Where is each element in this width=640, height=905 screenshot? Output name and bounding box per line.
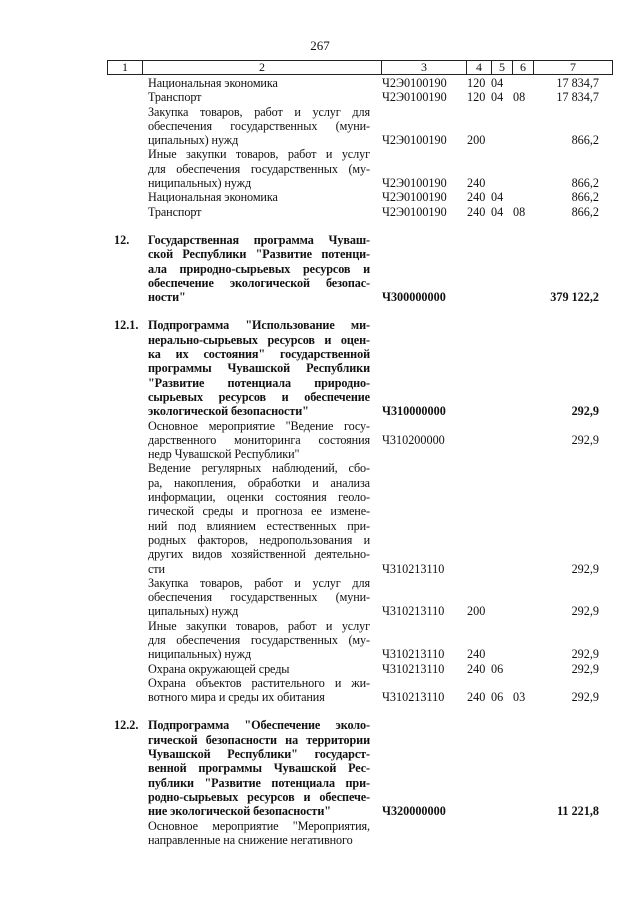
row-name-line: гической среды и прогноза ее измене- xyxy=(148,504,370,519)
amount: 17 834,7 xyxy=(556,90,599,105)
table-row xyxy=(0,576,640,619)
row-name-line: Подпрограмма "Обеспечение эколо- xyxy=(148,718,370,733)
row-name-line: Охрана объектов растительного и жи- xyxy=(148,675,370,690)
table-row xyxy=(0,76,640,90)
row-name-line: ниципальных) нужд xyxy=(148,176,252,191)
target-article-code: Ч300000000 xyxy=(382,290,446,305)
column-header-row xyxy=(108,61,613,75)
table-row xyxy=(0,147,640,190)
row-name xyxy=(148,718,370,818)
amount: 17 834,7 xyxy=(556,76,599,90)
target-article-code: Ч2Э0100190 xyxy=(382,133,447,148)
row-name-line: вотного мира и среды их обитания xyxy=(148,690,325,705)
table-row xyxy=(0,676,640,705)
row-name-line: обеспечение экологической безопас- xyxy=(148,275,370,290)
expense-type-code: 120 xyxy=(467,90,486,105)
target-article-code: Ч2Э0100190 xyxy=(382,90,447,105)
target-article-code: Ч320000000 xyxy=(382,804,446,819)
expense-type-code: 240 xyxy=(467,647,486,662)
table-row xyxy=(0,318,640,418)
column-header-4: 4 xyxy=(467,61,492,75)
column-header-table xyxy=(107,60,613,75)
subsection-code: 08 xyxy=(513,90,526,105)
row-spacer xyxy=(0,704,640,718)
amount: 292,9 xyxy=(571,690,599,705)
column-header-3: 3 xyxy=(382,61,467,75)
row-number: 12.1. xyxy=(114,318,139,333)
table-row xyxy=(0,90,640,104)
row-name-line: "Развитие потенциала природно- xyxy=(148,375,370,390)
row-name-line: сырьевых ресурсов и обеспечение xyxy=(148,389,370,404)
target-article-code: Ч310213110 xyxy=(382,604,445,619)
row-name xyxy=(148,662,370,676)
row-name-line: Основное мероприятие "Мероприятия, xyxy=(148,818,370,833)
row-name-line: для обеспечения государственных (му- xyxy=(148,161,370,176)
row-name-line: экологической безопасности" xyxy=(148,404,309,419)
amount: 379 122,2 xyxy=(550,290,599,305)
budget-table-body xyxy=(0,76,640,847)
amount: 292,9 xyxy=(571,604,599,619)
row-name xyxy=(148,90,370,104)
row-name xyxy=(148,419,370,462)
target-article-code: Ч2Э0100190 xyxy=(382,176,447,191)
row-name xyxy=(148,147,370,190)
table-row xyxy=(0,205,640,219)
row-name-line: ра, накопления, обработки и анализа xyxy=(148,475,370,490)
target-article-code: Ч2Э0100190 xyxy=(382,204,447,219)
section-code: 04 xyxy=(491,90,504,105)
table-row xyxy=(0,662,640,676)
row-name-line: Иные закупки товаров, работ и услуг xyxy=(148,618,370,633)
row-name-line: обеспечения государственных (муни- xyxy=(148,590,370,605)
target-article-code: Ч310200000 xyxy=(382,432,445,447)
row-name-line: информации, оценки состояния геоло- xyxy=(148,490,370,505)
row-name-line: других видов хозяйственной деятельно- xyxy=(148,547,370,562)
row-name xyxy=(148,105,370,148)
row-name-line: программы Чувашской Республики xyxy=(148,361,370,376)
row-name-line: нерально-сырьевых ресурсов и оцен- xyxy=(148,332,370,347)
row-name-line: ка их состояния" государственной xyxy=(148,347,370,362)
amount: 292,9 xyxy=(571,647,599,662)
column-header-6: 6 xyxy=(513,61,534,75)
table-row xyxy=(0,718,640,818)
table-row xyxy=(0,619,640,662)
row-name-line: Национальная экономика xyxy=(148,190,278,205)
row-name-line: дарственного мониторинга состояния xyxy=(148,432,370,447)
target-article-code: Ч310000000 xyxy=(382,404,446,419)
row-name xyxy=(148,190,370,204)
row-name xyxy=(148,318,370,418)
row-name-line: Подпрограмма "Использование ми- xyxy=(148,318,370,333)
row-name-line: Транспорт xyxy=(148,90,202,105)
expense-type-code: 240 xyxy=(467,661,486,676)
row-name-line: ние экологической безопасности" xyxy=(148,804,331,819)
expense-type-code: 120 xyxy=(467,76,486,90)
row-name-line: Национальная экономика xyxy=(148,76,278,90)
row-spacer xyxy=(0,219,640,233)
row-name-line: для обеспечения государственных (му- xyxy=(148,632,370,647)
row-name-line: обеспечения государственных (муни- xyxy=(148,118,370,133)
target-article-code: Ч310213110 xyxy=(382,561,445,576)
row-number: 12.2. xyxy=(114,718,139,733)
amount: 866,2 xyxy=(571,133,599,148)
subsection-code: 03 xyxy=(513,690,526,705)
row-name-line: Охрана окружающей среды xyxy=(148,661,290,676)
amount: 292,9 xyxy=(571,661,599,676)
row-name-line: ской Республики "Развитие потенци- xyxy=(148,247,370,262)
target-article-code: Ч310213110 xyxy=(382,647,445,662)
expense-type-code: 240 xyxy=(467,204,486,219)
target-article-code: Ч2Э0100190 xyxy=(382,190,447,205)
row-name xyxy=(148,461,370,575)
row-name xyxy=(148,76,370,90)
column-header-5: 5 xyxy=(492,61,513,75)
row-name xyxy=(148,576,370,619)
row-name-line: публики "Развитие потенциала при- xyxy=(148,775,370,790)
row-number: 12. xyxy=(114,232,130,247)
page-number: 267 xyxy=(310,38,330,53)
row-name xyxy=(148,619,370,662)
column-header-7: 7 xyxy=(534,61,613,75)
row-name xyxy=(148,205,370,219)
row-name-line: ципальных) нужд xyxy=(148,604,239,619)
row-name-line: гической безопасности на территории xyxy=(148,732,370,747)
row-name-line: недр Чувашской Республики" xyxy=(148,447,300,462)
table-row xyxy=(0,233,640,304)
row-name-line: родно-сырьевых ресурсов и обеспече- xyxy=(148,789,370,804)
row-name xyxy=(148,233,370,304)
row-spacer xyxy=(0,304,640,318)
row-name-line: Закупка товаров, работ и услуг для xyxy=(148,575,370,590)
row-name-line: ний под влиянием естественных при- xyxy=(148,518,370,533)
section-code: 06 xyxy=(491,690,504,705)
subsection-code: 08 xyxy=(513,204,526,219)
row-name-line: Транспорт xyxy=(148,204,202,219)
section-code: 04 xyxy=(491,76,504,90)
row-name-line: сти xyxy=(148,561,165,576)
target-article-code: Ч310213110 xyxy=(382,661,445,676)
row-name-line: ала природно-сырьевых ресурсов и xyxy=(148,261,370,276)
row-name-line: венной программы Чувашской Рес- xyxy=(148,761,370,776)
row-name-line: Основное мероприятие "Ведение госу- xyxy=(148,418,370,433)
row-name-line: Государственная программа Чуваш- xyxy=(148,232,370,247)
row-name xyxy=(148,676,370,705)
expense-type-code: 240 xyxy=(467,176,486,191)
amount: 866,2 xyxy=(571,176,599,191)
amount: 866,2 xyxy=(571,204,599,219)
table-row xyxy=(0,419,640,462)
target-article-code: Ч310213110 xyxy=(382,690,445,705)
row-name-line: Чувашской Республики" государст- xyxy=(148,747,370,762)
table-row xyxy=(0,461,640,575)
amount: 11 221,8 xyxy=(557,804,599,819)
amount: 292,9 xyxy=(571,561,599,576)
row-name-line: Иные закупки товаров, работ и услуг xyxy=(148,147,370,162)
expense-type-code: 240 xyxy=(467,690,486,705)
expense-type-code: 200 xyxy=(467,133,486,148)
amount: 292,9 xyxy=(571,432,599,447)
row-name-line: ности" xyxy=(148,290,186,305)
table-row xyxy=(0,819,640,848)
expense-type-code: 240 xyxy=(467,190,486,205)
row-name-line: ниципальных) нужд xyxy=(148,647,252,662)
section-code: 04 xyxy=(491,204,504,219)
row-name-line: Ведение регулярных наблюдений, сбо- xyxy=(148,461,370,476)
row-name-line: ципальных) нужд xyxy=(148,133,239,148)
section-code: 06 xyxy=(491,661,504,676)
row-name-line: родных факторов, недропользования и xyxy=(148,532,370,547)
amount: 292,9 xyxy=(571,404,599,419)
row-name xyxy=(148,819,370,848)
row-name-line: Закупка товаров, работ и услуг для xyxy=(148,104,370,119)
section-code: 04 xyxy=(491,190,504,205)
column-header-2: 2 xyxy=(143,61,382,75)
amount: 866,2 xyxy=(571,190,599,205)
expense-type-code: 200 xyxy=(467,604,486,619)
target-article-code: Ч2Э0100190 xyxy=(382,76,447,90)
table-row xyxy=(0,190,640,204)
table-row xyxy=(0,105,640,148)
row-name-line: направленные на снижение негативного xyxy=(148,832,353,847)
column-header-1: 1 xyxy=(108,61,143,75)
